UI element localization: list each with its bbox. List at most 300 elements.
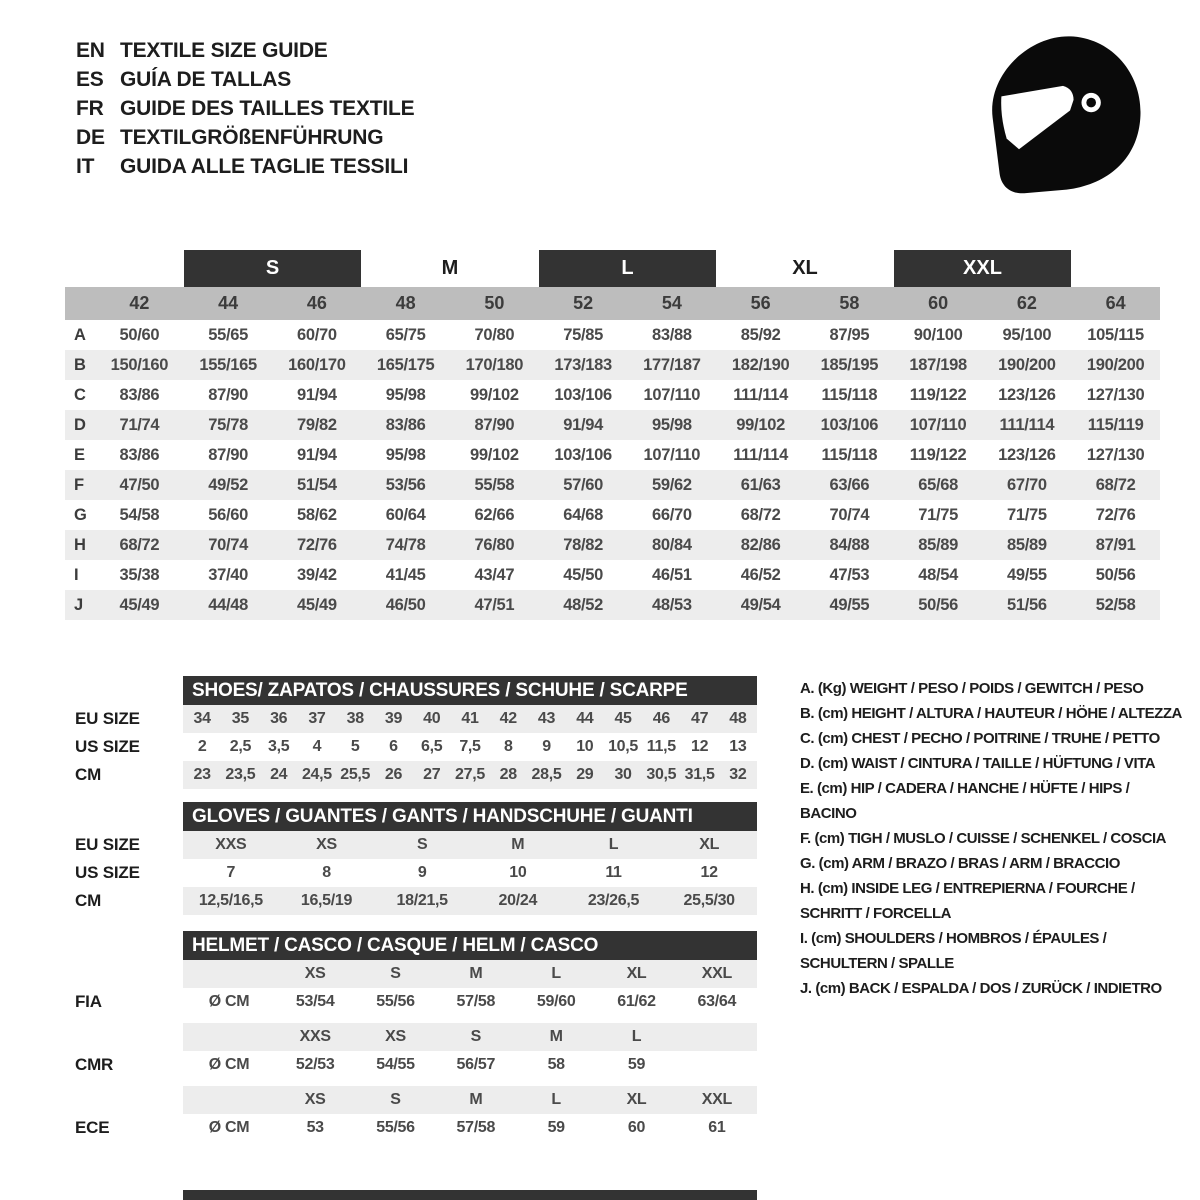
shoes-label-cm: CM xyxy=(75,765,102,784)
textile-cell: 87/90 xyxy=(208,385,249,404)
helmet-cell: 53/54 xyxy=(295,993,335,1010)
shoes-cell: 6 xyxy=(389,738,398,755)
row-letter: E xyxy=(74,445,85,464)
shoes-cell: 12 xyxy=(690,738,709,755)
helmet-size-header: XXL xyxy=(701,1091,732,1108)
textile-cell: 37/40 xyxy=(208,565,249,584)
textile-cell: 90/100 xyxy=(913,325,963,344)
gloves-cell: XS xyxy=(316,836,337,853)
textile-cell: 61/63 xyxy=(740,475,781,494)
gloves-cell: 11 xyxy=(605,864,622,881)
helmet-cell: 59 xyxy=(627,1056,646,1073)
gloves-cell: 9 xyxy=(417,864,427,881)
textile-cell: 49/52 xyxy=(208,475,249,494)
helmet-size-header: XS xyxy=(304,965,326,982)
gloves-cell: M xyxy=(511,836,525,853)
textile-cell: 65/75 xyxy=(385,325,426,344)
gloves-cell: S xyxy=(416,836,428,853)
helmet-unit-label: Ø CM xyxy=(208,993,250,1010)
textile-cell: 41/45 xyxy=(385,565,426,584)
shoes-cell: 30 xyxy=(614,766,632,783)
textile-row-f xyxy=(65,470,1160,500)
measurement-legend xyxy=(800,676,1182,1001)
textile-cell: 83/88 xyxy=(651,325,692,344)
accessory-size-sections xyxy=(75,676,757,1142)
textile-cell: 87/90 xyxy=(474,415,515,434)
row-letter: J xyxy=(74,595,83,614)
shoes-cell: 30,5 xyxy=(646,766,677,783)
textile-cell: 55/65 xyxy=(208,325,249,344)
textile-cell: 111/114 xyxy=(733,445,789,464)
textile-cell: 87/90 xyxy=(208,445,249,464)
size-band-row xyxy=(65,250,1160,287)
textile-cell: 71/75 xyxy=(1006,505,1047,524)
legend-item-j: J. (cm) BACK / ESPALDA / DOS / ZURÜCK / INDIETRO xyxy=(800,980,1162,997)
textile-cell: 160/170 xyxy=(288,355,346,374)
textile-cell: 177/187 xyxy=(643,355,701,374)
textile-cell: 99/102 xyxy=(470,385,519,404)
lang-code: DE xyxy=(76,125,105,149)
shoes-rows-row-eu-size xyxy=(183,705,757,733)
textile-cell: 85/89 xyxy=(1006,535,1047,554)
shoes-side-labels xyxy=(75,676,183,789)
shoes-cell: 44 xyxy=(576,710,594,727)
helmet-size-header: XXL xyxy=(701,965,732,982)
shoes-label-us-size: US SIZE xyxy=(75,737,140,756)
helmet-sizes-row-cmr xyxy=(183,1023,757,1051)
textile-cell: 155/165 xyxy=(199,355,257,374)
gloves-cell: 10 xyxy=(509,864,527,881)
textile-cell: 50/56 xyxy=(1095,565,1136,584)
cutoff-section-bar xyxy=(183,1190,757,1200)
language-title-list xyxy=(76,36,414,181)
helmet-size-section xyxy=(75,931,757,1142)
helmet-size-header: L xyxy=(551,965,561,982)
gloves-cell: 12 xyxy=(700,864,718,881)
textile-cell: 71/74 xyxy=(119,415,160,434)
helmet-rows xyxy=(183,960,757,1142)
gloves-cell: XXS xyxy=(215,836,247,853)
size-col-header: 62 xyxy=(1016,293,1037,313)
helmet-size-header: L xyxy=(551,1091,561,1108)
helmet-label-cmr: CMR xyxy=(75,1055,114,1074)
size-header-spacer xyxy=(65,287,95,320)
textile-cell: 95/98 xyxy=(385,385,426,404)
gloves-cell: 18/21,5 xyxy=(396,892,448,909)
textile-cell: 51/54 xyxy=(296,475,337,494)
helmet-size-header: M xyxy=(469,1091,483,1108)
helmet-cell: 58 xyxy=(547,1056,565,1073)
textile-cell: 57/60 xyxy=(563,475,604,494)
textile-cell: 72/76 xyxy=(1095,505,1136,524)
helmet-size-header: XXS xyxy=(299,1028,331,1045)
shoes-cell: 48 xyxy=(729,710,747,727)
helmet-size-header: XS xyxy=(385,1028,406,1045)
textile-cell: 170/180 xyxy=(465,355,524,374)
size-col-header: 58 xyxy=(839,293,860,313)
helmet-sizes-row-ece xyxy=(183,1086,757,1114)
textile-cell: 95/98 xyxy=(385,445,426,464)
textile-row-j xyxy=(65,590,1160,620)
gloves-table-title: GLOVES / GUANTES / GANTS / HANDSCHUHE / GUANTI xyxy=(183,802,757,831)
textile-cell: 70/80 xyxy=(474,325,515,344)
textile-cell: 68/72 xyxy=(1095,475,1136,494)
shoes-size-section xyxy=(75,676,757,789)
gloves-side-labels xyxy=(75,802,183,915)
lang-code: FR xyxy=(76,96,104,120)
helmet-size-header: M xyxy=(549,1028,563,1045)
shoes-cell: 39 xyxy=(384,710,403,727)
shoes-cell: 23 xyxy=(193,766,211,783)
row-letter: D xyxy=(74,415,86,434)
shoes-cell: 28 xyxy=(499,766,517,783)
textile-cell: 72/76 xyxy=(296,535,337,554)
helmet-table xyxy=(183,931,757,1142)
helmet-size-header: XL xyxy=(626,1091,647,1108)
helmet-cell: 53 xyxy=(306,1119,324,1136)
textile-cell: 47/50 xyxy=(119,475,160,494)
textile-cell: 53/56 xyxy=(385,475,426,494)
shoes-cell: 43 xyxy=(537,710,556,727)
textile-row-b xyxy=(65,350,1160,380)
shoes-cell: 25,5 xyxy=(340,766,371,783)
textile-cell: 107/110 xyxy=(643,445,701,464)
textile-cell: 48/54 xyxy=(918,565,959,584)
textile-cell: 51/56 xyxy=(1006,595,1047,614)
gloves-cell: 8 xyxy=(322,864,331,881)
size-band-m: M xyxy=(441,257,459,279)
shoes-cell: 10 xyxy=(576,738,594,755)
shoes-cell: 45 xyxy=(614,710,632,727)
helmet-cell: 59 xyxy=(547,1119,565,1136)
textile-cell: 105/115 xyxy=(1087,325,1144,344)
lang-row-de xyxy=(76,123,414,152)
helmet-size-header: S xyxy=(470,1028,482,1045)
textile-cell: 115/118 xyxy=(821,445,878,464)
textile-row-a xyxy=(65,320,1160,350)
textile-cell: 79/82 xyxy=(296,415,337,434)
textile-cell: 123/126 xyxy=(998,385,1056,404)
helmet-cell: 60 xyxy=(627,1119,646,1136)
textile-cell: 83/86 xyxy=(119,445,160,464)
textile-cell: 115/119 xyxy=(1087,415,1144,434)
row-letter: G xyxy=(74,505,87,524)
textile-cell: 111/114 xyxy=(999,415,1055,434)
textile-cell: 190/200 xyxy=(1086,355,1145,374)
shoes-cell: 32 xyxy=(729,766,747,783)
textile-row-c xyxy=(65,380,1160,410)
textile-cell: 46/50 xyxy=(385,595,426,614)
textile-cell: 60/70 xyxy=(296,325,337,344)
textile-cell: 185/195 xyxy=(820,355,879,374)
textile-row-e xyxy=(65,440,1160,470)
textile-cell: 58/62 xyxy=(296,505,337,524)
legend-item-d: D. (cm) WAIST / CINTURA / TAILLE / HÜFTUNG / VITA xyxy=(800,755,1156,772)
row-letter: A xyxy=(74,325,86,344)
size-col-header: 50 xyxy=(484,293,505,313)
shoes-cell: 23,5 xyxy=(225,766,256,783)
gloves-cell: 16,5/19 xyxy=(300,892,353,909)
textile-cell: 35/38 xyxy=(119,565,160,584)
shoes-cell: 6,5 xyxy=(421,738,443,755)
shoes-cell: 41 xyxy=(461,710,479,727)
shoes-cell: 29 xyxy=(576,766,594,783)
textile-cell: 127/130 xyxy=(1086,445,1145,464)
row-letter: F xyxy=(74,475,84,494)
textile-cell: 85/89 xyxy=(918,535,959,554)
gloves-cell: 25,5/30 xyxy=(683,892,735,909)
textile-cell: 165/175 xyxy=(376,355,435,374)
gloves-rows-row-us-size xyxy=(183,859,757,887)
textile-cell: 95/100 xyxy=(1002,325,1052,344)
textile-cell: 46/51 xyxy=(651,565,692,584)
shoes-cell: 37 xyxy=(308,710,326,727)
textile-table-body xyxy=(65,320,1160,620)
textile-cell: 45/50 xyxy=(563,565,604,584)
textile-cell: 87/95 xyxy=(829,325,870,344)
helmet-label-fia: FIA xyxy=(75,992,102,1011)
size-band-l: L xyxy=(539,250,717,287)
helmet-cell: 61 xyxy=(708,1119,726,1136)
textile-cell: 107/110 xyxy=(643,385,701,404)
textile-cell: 75/85 xyxy=(563,325,604,344)
shoes-cell: 9 xyxy=(542,738,551,755)
row-letter: B xyxy=(74,355,86,374)
textile-cell: 182/190 xyxy=(731,355,790,374)
textile-cell: 95/98 xyxy=(651,415,692,434)
helmet-size-header: S xyxy=(390,965,401,982)
gloves-label-cm: CM xyxy=(75,891,102,910)
shoes-rows xyxy=(183,705,757,789)
size-col-header: 56 xyxy=(750,293,771,313)
shoes-cell: 38 xyxy=(346,710,364,727)
textile-cell: 45/49 xyxy=(296,595,337,614)
size-col-header: 48 xyxy=(395,293,416,313)
shoes-cell: 5 xyxy=(350,738,360,755)
legend-item-f: F. (cm) TIGH / MUSLO / CUISSE / SCHENKEL / COSCIA xyxy=(800,830,1167,847)
helmet-cell: 52/53 xyxy=(295,1056,335,1073)
textile-cell: 65/68 xyxy=(918,475,959,494)
gloves-cell: 20/24 xyxy=(498,892,538,909)
helmet-side-labels xyxy=(75,931,183,1142)
helmet-cell: 55/56 xyxy=(376,1119,415,1136)
textile-cell: 67/70 xyxy=(1006,475,1047,494)
textile-cell: 173/183 xyxy=(554,355,612,374)
textile-cell: 70/74 xyxy=(829,505,870,524)
shoes-cell: 31,5 xyxy=(684,766,715,783)
helmet-cell: 57/58 xyxy=(456,1119,496,1136)
gloves-cell: XL xyxy=(699,836,720,853)
textile-cell: 62/66 xyxy=(474,505,515,524)
size-band-s: S xyxy=(184,250,362,287)
helmet-cell: 56/57 xyxy=(456,1056,496,1073)
size-col-header: 64 xyxy=(1105,293,1126,313)
textile-cell: 52/58 xyxy=(1095,595,1136,614)
textile-cell: 49/55 xyxy=(829,595,870,614)
helmet-unit-label: Ø CM xyxy=(208,1119,250,1136)
textile-cell: 150/160 xyxy=(110,355,169,374)
textile-cell: 74/78 xyxy=(385,535,426,554)
shoes-table-title: SHOES/ ZAPATOS / CHAUSSURES / SCHUHE / SCARPE xyxy=(183,676,757,705)
gloves-cell: L xyxy=(608,836,619,853)
shoes-cell: 4 xyxy=(312,738,322,755)
helmet-unit-label: Ø CM xyxy=(208,1056,250,1073)
legend-item-e: E. (cm) HIP / CADERA / HANCHE / HÜFTE / HIPS / BACINO xyxy=(800,780,1130,822)
shoes-rows-row-cm xyxy=(183,761,757,789)
gloves-rows-row-eu-size xyxy=(183,831,757,859)
lang-title: GUIDA ALLE TAGLIE TESSILI xyxy=(120,154,409,178)
shoes-cell: 13 xyxy=(729,738,747,755)
textile-cell: 99/102 xyxy=(736,415,785,434)
helmet-sizes-row-fia xyxy=(183,960,757,988)
textile-cell: 119/122 xyxy=(909,385,967,404)
textile-size-table xyxy=(65,250,1160,620)
textile-cell: 103/106 xyxy=(820,415,879,434)
lang-row-en xyxy=(76,36,414,65)
textile-cell: 45/49 xyxy=(119,595,160,614)
shoes-label-eu-size: EU SIZE xyxy=(75,709,140,728)
size-col-header: 46 xyxy=(306,293,327,313)
textile-cell: 75/78 xyxy=(208,415,249,434)
textile-cell: 43/47 xyxy=(474,565,515,584)
legend-item-h: H. (cm) INSIDE LEG / ENTREPIERNA / FOURCHE / SCHRITT / FORCELLA xyxy=(800,880,1135,922)
legend-item-c: C. (cm) CHEST / PECHO / POITRINE / TRUHE / PETTO xyxy=(800,730,1160,747)
lang-row-it xyxy=(76,152,414,181)
textile-cell: 68/72 xyxy=(119,535,160,554)
gloves-cell: 23/26,5 xyxy=(587,892,640,909)
helmet-values-row-cmr xyxy=(183,1051,757,1079)
textile-cell: 91/94 xyxy=(296,445,337,464)
size-header-row xyxy=(65,287,1160,320)
helmet-size-header: XL xyxy=(626,965,647,982)
shoes-cell: 11,5 xyxy=(646,738,676,755)
helmet-cell: 59/60 xyxy=(536,993,576,1010)
helmet-size-header: M xyxy=(469,965,483,982)
shoes-cell: 3,5 xyxy=(267,738,290,755)
textile-row-h xyxy=(65,530,1160,560)
lang-title: TEXTILE SIZE GUIDE xyxy=(120,38,328,62)
shoes-cell: 7,5 xyxy=(459,738,481,755)
shoes-cell: 2 xyxy=(197,738,207,755)
textile-cell: 83/86 xyxy=(119,385,160,404)
textile-cell: 71/75 xyxy=(918,505,959,524)
textile-cell: 50/60 xyxy=(119,325,160,344)
row-letter: C xyxy=(74,385,86,404)
size-col-header: 54 xyxy=(661,293,682,313)
shoes-cell: 36 xyxy=(270,710,288,727)
gloves-size-section xyxy=(75,802,757,915)
textile-cell: 56/60 xyxy=(208,505,249,524)
textile-cell: 39/42 xyxy=(296,565,337,584)
textile-cell: 47/51 xyxy=(474,595,515,614)
textile-cell: 50/56 xyxy=(918,595,959,614)
helmet-cell: 57/58 xyxy=(456,993,496,1010)
textile-cell: 59/62 xyxy=(651,475,692,494)
textile-cell: 64/68 xyxy=(563,505,604,524)
textile-cell: 103/106 xyxy=(554,445,612,464)
shoes-cell: 47 xyxy=(690,710,709,727)
textile-cell: 107/110 xyxy=(909,415,967,434)
gloves-cell: 7 xyxy=(226,864,236,881)
size-col-header: 60 xyxy=(928,293,949,313)
legend-item-g: G. (cm) ARM / BRAZO / BRAS / ARM / BRACCIO xyxy=(800,855,1120,872)
helmet-values-row-ece xyxy=(183,1114,757,1142)
textile-cell: 190/200 xyxy=(998,355,1056,374)
textile-cell: 46/52 xyxy=(740,565,781,584)
helmet-cell: 63/64 xyxy=(697,993,737,1010)
gloves-label-eu-size: EU SIZE xyxy=(75,835,140,854)
row-letter: I xyxy=(74,565,79,584)
textile-cell: 87/91 xyxy=(1095,535,1136,554)
textile-cell: 99/102 xyxy=(470,445,519,464)
legend-item-i: I. (cm) SHOULDERS / HOMBROS / ÉPAULES / SCHULTERN / SPALLE xyxy=(800,930,1107,972)
helmet-size-header: L xyxy=(631,1028,642,1045)
textile-cell: 91/94 xyxy=(296,385,337,404)
textile-cell: 54/58 xyxy=(119,505,160,524)
shoes-cell: 24,5 xyxy=(301,766,332,783)
textile-cell: 187/198 xyxy=(909,355,967,374)
textile-cell: 111/114 xyxy=(733,385,789,404)
shoes-cell: 10,5 xyxy=(608,738,639,755)
textile-row-g xyxy=(65,500,1160,530)
textile-cell: 80/84 xyxy=(651,535,692,554)
size-band-xxl: XXL xyxy=(894,250,1072,287)
textile-cell: 55/58 xyxy=(474,475,515,494)
textile-cell: 83/86 xyxy=(385,415,426,434)
textile-cell: 115/118 xyxy=(821,385,878,404)
textile-cell: 85/92 xyxy=(740,325,781,344)
shoes-rows-row-us-size xyxy=(183,733,757,761)
lang-code: IT xyxy=(76,154,95,178)
textile-cell: 44/48 xyxy=(208,595,249,614)
textile-cell: 49/54 xyxy=(740,595,781,614)
lang-title: GUIDE DES TAILLES TEXTILE xyxy=(120,96,415,120)
shoes-cell: 28,5 xyxy=(531,766,562,783)
textile-cell: 127/130 xyxy=(1086,385,1145,404)
shoes-cell: 27,5 xyxy=(455,766,485,783)
textile-row-d xyxy=(65,410,1160,440)
shoes-cell: 40 xyxy=(423,710,441,727)
textile-cell: 63/66 xyxy=(829,475,870,494)
shoes-cell: 35 xyxy=(231,710,249,727)
helmet-label-ece: ECE xyxy=(75,1118,110,1137)
textile-cell: 47/53 xyxy=(829,565,870,584)
textile-cell: 76/80 xyxy=(474,535,515,554)
gloves-cell: 12,5/16,5 xyxy=(198,892,263,909)
helmet-size-header: S xyxy=(390,1091,401,1108)
lang-row-es xyxy=(76,65,414,94)
lang-title: GUÍA DE TALLAS xyxy=(120,67,292,91)
row-letter: H xyxy=(74,535,86,554)
shoes-cell: 2,5 xyxy=(229,738,252,755)
textile-cell: 48/53 xyxy=(651,595,692,614)
textile-cell: 68/72 xyxy=(740,505,781,524)
size-col-header: 42 xyxy=(129,293,150,313)
shoes-cell: 24 xyxy=(270,766,288,783)
textile-cell: 78/82 xyxy=(563,535,604,554)
size-band-xl: XL xyxy=(792,257,818,279)
helmet-cell: 55/56 xyxy=(376,993,415,1010)
shoes-cell: 46 xyxy=(652,710,670,727)
textile-cell: 119/122 xyxy=(909,445,967,464)
textile-row-i xyxy=(65,560,1160,590)
shoes-cell: 42 xyxy=(499,710,517,727)
textile-cell: 48/52 xyxy=(563,595,604,614)
lang-title: TEXTILGRÖßENFÜHRUNG xyxy=(120,125,384,149)
racing-helmet-icon xyxy=(972,26,1154,202)
shoes-table xyxy=(183,676,757,789)
helmet-table-title: HELMET / CASCO / CASQUE / HELM / CASCO xyxy=(183,931,757,960)
